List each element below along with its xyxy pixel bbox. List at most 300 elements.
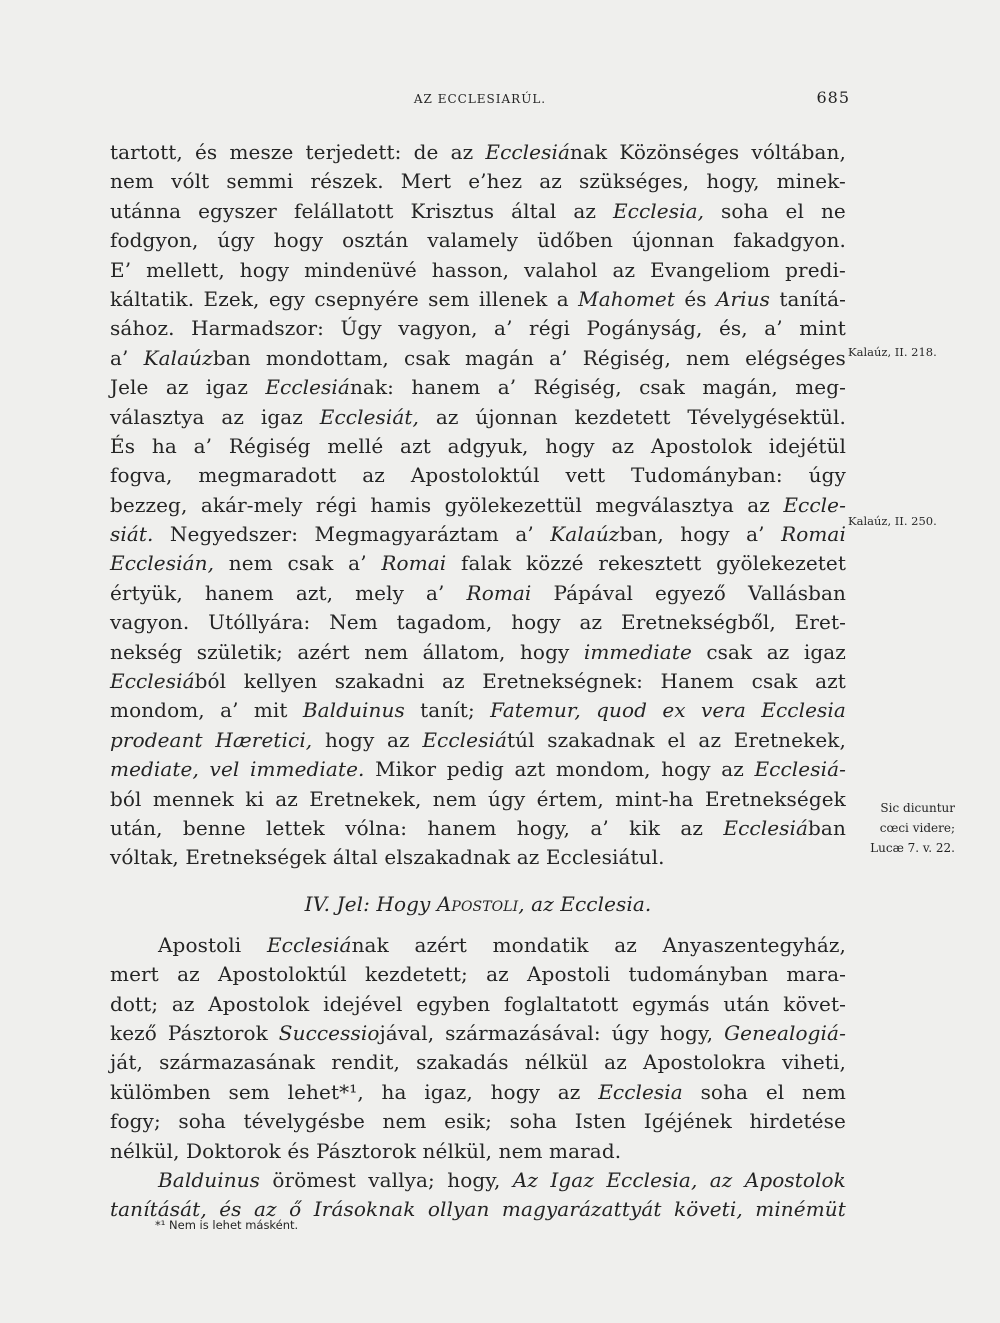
word: Ecclesiából [110,669,227,694]
word: osztán [342,228,409,253]
word: csepnyére [314,286,419,311]
word: hogy [661,757,711,782]
word: Eret- [794,610,846,635]
word: terjedett: [305,140,402,164]
word: Ecclesiának: [265,375,394,400]
word: igaz [260,404,303,429]
word: rekesztett [598,551,702,576]
word: hogy, [659,1020,714,1045]
word: mindenüvé [304,257,417,282]
word: Régiség, [533,375,622,400]
word: kik [629,815,661,840]
word: valahol [523,257,598,282]
word: nélkül [524,1050,588,1075]
word: mellett, [146,257,225,282]
word: csak [287,551,334,576]
word: akár-mely [200,492,303,517]
word: Pásztorok [167,1020,268,1045]
word: Hanem [660,669,735,694]
paragraph-2 [110,931,846,1166]
word: soha [178,1109,226,1134]
word: ex [662,698,686,723]
word: magán, [702,375,778,400]
word: hogy, [447,1167,501,1192]
word: hogy [273,228,324,253]
word: az [579,610,603,635]
word: Ecclesia, [606,1167,698,1192]
word: egy [268,286,306,311]
word: Krisztus [410,198,495,223]
word: Ecclesiátul. [545,845,665,870]
word: Apostoloktúl [410,463,540,488]
word: de [413,140,439,164]
text-line [110,403,846,432]
word: régi [315,492,357,517]
text-line [110,843,846,872]
text-line [110,1078,846,1107]
word: Igéjének [643,1109,732,1134]
word: az [680,815,704,840]
word: Eretnekek, [733,727,846,752]
word: közzé [526,551,584,576]
word: Isten [574,1109,627,1134]
text-line [110,1107,846,1136]
word: szakadni [334,669,425,694]
word: Ecclesián, [110,551,215,576]
word: Irásoknak [313,1197,416,1222]
word: az [766,639,790,664]
word: az [177,962,200,987]
text-line [110,373,846,402]
word: nem [802,1079,846,1104]
word: ki [245,786,264,811]
text-line [110,344,846,373]
word: Tudományban: [631,463,783,488]
text-line [110,579,846,608]
word: utánna [110,198,182,223]
word: újonnan [631,228,715,253]
word: Romai [781,522,846,547]
word: úgy [488,786,526,811]
word: el [667,727,686,752]
word: hogy [511,610,561,635]
word: gyölekezetet [716,551,846,576]
word: mondom, [110,698,205,723]
word: adgyuk, [447,433,529,458]
word: azt [514,757,546,782]
word: ból [110,786,142,811]
word: Ecclesiának [266,932,389,957]
word: Régiség [228,433,311,458]
word: az [362,463,385,488]
word: Romai [381,551,447,576]
word: Eretnekségek [704,786,846,811]
word: részek. [310,169,384,194]
word: soha [700,1079,749,1104]
word: semmi [226,169,294,194]
word: ha [151,433,177,458]
paragraph-3 [110,1166,846,1225]
word: az [604,1050,627,1075]
word: mely [355,580,405,605]
word: azt [400,433,431,458]
word: az [275,786,298,811]
word: által [332,845,378,870]
word: Eretnekségből, [621,610,776,635]
word: gyölekezettül [444,492,583,517]
word: mit [253,698,288,723]
text-line [110,990,846,1019]
word: Apostolokra [643,1050,766,1075]
word: fogy; [110,1109,161,1134]
word: káltatik. [110,286,195,311]
word: egymás [631,991,710,1016]
word: hanem [411,375,481,400]
word: Pásztorok [316,1138,417,1163]
word: esik; [444,1109,492,1134]
word: a’ [220,698,239,723]
word: egyszer [198,198,277,223]
word: Ecclesiát, [319,404,419,429]
word: mondatik [492,932,589,957]
word: a’ [494,316,513,341]
word: valamely [427,228,519,253]
word: a’ [497,375,517,400]
text-line [110,314,846,343]
word: ha [381,1079,407,1104]
body-text [110,138,846,1225]
text-line [110,549,846,578]
word: nem [432,786,477,811]
word: felállatott [293,198,394,223]
word: mondottam, [265,345,389,370]
word: minémüt [755,1197,846,1222]
word: idejével [323,991,403,1016]
margin-note-line: Lucæ 7. v. 22. [870,841,955,855]
word: úgy [808,463,846,488]
word: azt, [295,580,334,605]
word: üdőben [537,228,614,253]
word: megválasztya [595,492,734,517]
word: a’ [746,522,765,547]
word: az [171,991,195,1016]
word: az [435,404,459,429]
word: rendit, [331,1050,400,1075]
word: magyarázattyát [501,1197,662,1222]
text-line [110,1137,846,1166]
word: vallya; [368,1167,435,1192]
word: elégséges [745,345,846,370]
word: egyező [654,580,726,605]
text-line [110,167,846,196]
word: soha [509,1109,558,1134]
word: fodgyon, [110,228,199,253]
word: az [573,198,596,223]
word: a’ [549,345,568,370]
footnote: *¹ Nem is lehet másként. [155,1218,299,1232]
word: Eretnekségek [185,845,327,870]
word: hogy, [706,169,760,194]
word: Közönséges [619,140,740,164]
word: régi [529,316,571,341]
word: az [612,257,636,282]
word: bezzeg, [110,492,188,517]
word: és, [718,316,748,341]
heading-roman: IV. Jel: Hogy [304,891,437,916]
text-line [110,226,846,255]
word: vett [565,463,606,488]
word: Eccle- [783,492,846,517]
word: Mert [400,169,452,194]
word: hogy [239,257,290,282]
word: sához. [110,316,175,341]
word: mondom, [555,757,651,782]
word: az [221,404,245,429]
word: prodeant [110,727,203,752]
word: csak [404,345,450,370]
word: származásával: [445,1020,601,1045]
text-line [110,785,846,814]
word: tagadom, [396,610,493,635]
word: tévelygésbe [243,1109,365,1134]
word: hasson, [431,257,510,282]
word: vólna: [345,815,408,840]
word: igaz [803,639,846,664]
word: az [698,727,722,752]
word: Vallásban [747,580,846,605]
word: siát. [110,522,154,547]
word: vóltában, [751,140,846,164]
word: Arius [715,286,770,311]
word: vóltak, [110,845,179,870]
word: vólt [171,169,210,194]
word: Ecclesia, [612,198,705,223]
word: ollyan [427,1197,490,1222]
word: és [287,1138,310,1163]
word: Apostolok [650,433,753,458]
word: értem, [536,786,604,811]
word: az [614,932,637,957]
word: az [387,727,410,752]
word: csak [639,375,685,400]
text-line [110,1048,846,1077]
word: vagyon. [110,610,190,635]
word: Anyaszentegyház, [662,932,846,957]
word: az [486,962,509,987]
word: Pogányság, [586,316,703,341]
word: után [723,991,770,1016]
word: születik; [196,639,283,664]
word: tudományban [628,962,769,987]
word: tanítását, [110,1197,207,1222]
word: Az [512,1167,539,1192]
word: az [747,492,770,517]
word: tanít; [420,698,475,723]
word: tanítá- [779,286,846,311]
word: mara- [786,962,846,987]
word: kellyen [243,669,318,694]
word: a’ [110,345,129,370]
word: mediate, [110,757,199,782]
word: Apostoloktúl [218,962,347,987]
word: magán [465,345,535,370]
word: hogy, [516,815,570,840]
word: mesze [229,140,294,164]
word: követ- [783,991,846,1016]
word: által [511,198,557,223]
word: Úgy [340,316,382,341]
word: hogy [324,727,375,752]
word: mint-ha [615,786,694,811]
text-line [110,814,846,843]
word: Apostoli [158,932,242,957]
word: nem [110,169,154,194]
word: az [254,1197,277,1222]
word: hogy [545,433,595,458]
word: Ecclesia [761,698,846,723]
word: állatom, [422,639,506,664]
word: meg- [795,375,846,400]
word: Hæretici, [215,727,313,752]
word: igaz, [424,1079,473,1104]
word: Ecclesiá- [754,757,846,782]
word: e’hez [468,169,523,194]
word: csak [751,669,798,694]
word: mert [110,962,159,987]
word: megmaradott [198,463,337,488]
word: az [450,140,474,164]
word: örömest [272,1167,356,1192]
word: ne [820,198,846,223]
word: Apostolok [208,991,310,1016]
word: szakadás [416,1050,509,1075]
word: illenek [478,286,548,311]
word: az [441,669,465,694]
margin-note-sic-dicuntur [845,798,955,858]
text-line [110,256,846,285]
word: vagyon, [398,316,478,341]
word: Ecclesia [598,1079,683,1104]
word: nem [498,1138,543,1163]
word: el [785,198,804,223]
word: a’ [193,433,213,458]
text-line [110,638,846,667]
word: az [557,1079,581,1104]
word: Balduinus [302,698,405,723]
heading-rest: az Ecclesia. [524,891,652,916]
word: Tévelygésektül. [687,404,846,429]
word: Successiojával, [278,1020,435,1045]
word: az [611,433,635,458]
word: Doktorok [186,1138,281,1163]
text-line [110,520,846,549]
word: falak [461,551,512,576]
word: Pápával [553,580,633,605]
word: az [539,169,562,194]
word: Apostolok [744,1167,846,1192]
word: elszakadnak [384,845,511,870]
word: Mahomet [578,286,675,311]
text-line [110,285,846,314]
word: Balduinus [158,1167,261,1192]
word: Igaz [550,1167,594,1192]
word: és [684,286,707,311]
text-line [110,1166,846,1195]
text-line [110,931,846,960]
word: fogva, [110,463,173,488]
running-title: AZ ECCLESIARÚL. [413,92,547,106]
word: nekség [110,639,183,664]
word: az [709,1167,733,1192]
word: követi, [673,1197,743,1222]
word: értyük, [110,580,183,605]
word: a’ [590,815,609,840]
word: és [194,140,218,164]
word: vera [700,698,746,723]
word: nem [382,1109,427,1134]
word: Fatemur, [490,698,581,723]
section-heading [110,873,846,931]
word: vel [209,757,240,782]
word: lehet*¹, [287,1079,364,1104]
word: nem [686,345,730,370]
text-line [110,1019,846,1048]
word: viheti, [782,1050,846,1075]
word: Evangeliom [650,257,771,282]
word: benne [182,815,246,840]
word: immediate. [249,757,365,782]
word: igaz [205,375,248,400]
margin-note-line: Sic dicuntur [880,801,955,815]
word: foglaltatott [503,991,619,1016]
word: után, [110,815,163,840]
word: predi- [785,257,846,282]
word: Ecclesiátúl [422,727,535,752]
word: Mikor [375,757,437,782]
text-line [110,491,846,520]
word: mellé [327,433,384,458]
word: minek- [776,169,846,194]
word: és [219,1197,242,1222]
word: nem [364,639,409,664]
word: ő [289,1197,302,1222]
heading-smallcaps: Apostoli, [436,891,525,916]
text-line [110,461,846,490]
word: dott; [110,991,159,1016]
word: származasának [159,1050,316,1075]
word: Régiség, [582,345,671,370]
text-line [110,726,846,755]
word: hanem [204,580,274,605]
word: az [721,757,744,782]
margin-note-kalauz-218: Kalaúz, II. 218. [848,345,937,359]
word: Ecclesiának [485,140,608,164]
word: kezdetett; [364,962,468,987]
word: el [765,1079,785,1104]
word: sem [428,286,470,311]
word: hirdetése [749,1109,846,1134]
word: azért [297,639,350,664]
paragraph-1 [110,138,846,873]
word: azt [815,669,846,694]
text-line [110,197,846,226]
word: nélkül, [422,1138,493,1163]
word: sem [228,1079,270,1104]
word: a’ [348,551,367,576]
word: egyben [416,991,491,1016]
word: És [110,433,136,458]
word: Eretnekségnek: [482,669,643,694]
